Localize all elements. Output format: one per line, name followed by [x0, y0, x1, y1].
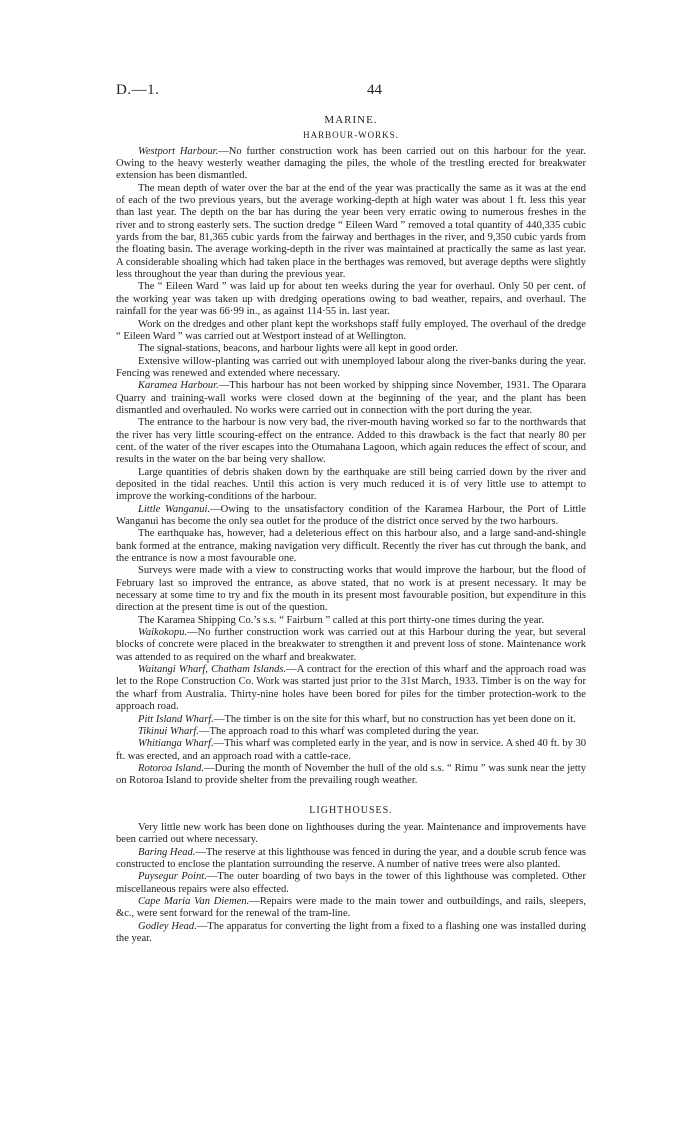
paragraph-text: Work on the dredges and other plant kept the workshops staff fully employed. The overhaul of the dredge “ Eileen Ward ” was carried out at Westport instead of at Wellington. [116, 318, 586, 342]
harbour-works-paragraph [116, 467, 586, 504]
paragraph-heading: Godley Head. [138, 920, 197, 932]
harbour-works-paragraph [116, 343, 586, 355]
paragraph-text: —The apparatus for converting the light from a fixed to a flashing one was installed during the year. [116, 920, 586, 944]
paragraph-text: —The approach road to this wharf was completed during the year. [198, 725, 479, 737]
paragraph-heading: Pitt Island Wharf. [138, 713, 214, 725]
lighthouses-body [116, 822, 586, 945]
paragraph-text: —Owing to the unsatisfactory condition of the Karamea Harbour, the Port of Little Wanganui has become the only sea outlet for the produce of the district once served by the two harbours. [116, 503, 586, 527]
lighthouses-paragraph [116, 896, 586, 921]
harbour-works-paragraph [116, 763, 586, 788]
lighthouses-title: LIGHTHOUSES. [309, 804, 393, 816]
paragraph-text: Very little new work has been done on lighthouses during the year. Maintenance and improvements have been carried out where necessary. [116, 821, 586, 846]
paragraph-text: The signal-stations, beacons, and harbour lights were all kept in good order. [138, 343, 458, 355]
harbour-works-paragraph [116, 504, 586, 529]
paragraph-heading: Cape Maria Van Diemen. [138, 895, 250, 907]
paragraph-text: The mean depth of water over the bar at the end of the year was practically the same as it was at the end of each of the two previous years, but the average working-depth at high water was about 1 ft. less this year than last year. The depth on the bar has during the year been very erratic owing to numerous freshes in the river and to strong easterly sets. The suction dredge “ Eileen Ward ” removed a total quantity of 440,335 cubic yards from the bar, 81,365 cubic yards from the fairway and berthages in the river, and 9,350 cubic yards from the floating basin. The average working-depth in the river was maintained at practically the same as last year. A considerable shoaling which had taken place in the berthages was removed, but average depths were slightly less throughout the year than during the previous year. [116, 182, 586, 281]
text-column [116, 114, 586, 945]
paragraph-text: —This wharf was completed early in the year, and is now in service. A shed 40 ft. by 30 ft. was erected, and an approach road with a cattle-race. [116, 738, 586, 762]
paragraph-text: The entrance to the harbour is now very bad, the river-mouth having worked so far to the northwards that the river has very little scouring-effect on the entrance. Added to this drawback is the fact that nearly 80 per cent. of the water of the river escapes into the Otumahana Lagoon, which again reduces the effect of scour, and results in the water on the bar being very shallow. [116, 417, 586, 466]
harbour-works-paragraph [116, 714, 586, 726]
harbour-works-paragraph [116, 183, 586, 282]
paragraph-heading: Westport Harbour. [138, 145, 219, 157]
paragraph-heading: Little Wanganui. [138, 503, 211, 515]
paragraph-heading: Karamea Harbour. [138, 380, 219, 392]
paragraph-text: The “ Eileen Ward ” was laid up for about ten weeks during the year for overhaul. Only 50 per cent. of the working year was taken up with dredging operations owing to bad weather, repairs, and overhaul. The rainfall for the year was 66·99 in., as against 114·55 in. last year. [116, 281, 586, 318]
harbour-works-paragraph [116, 380, 586, 417]
paragraph-text: —This harbour has not been worked by shipping since November, 1931. The Oparara Quarry and training-wall works were closed down at the beginning of the year, and the plant has been dismantled and overhauled. No works were carried out in connection with the port during the year. [116, 380, 587, 416]
harbour-works-paragraph [116, 417, 586, 466]
harbour-works-paragraph [116, 664, 586, 713]
harbour-works-paragraph [116, 726, 586, 738]
lighthouses-paragraph [116, 871, 586, 896]
paragraph-text: Extensive willow-planting was carried out with unemployed labour along the river-banks during the year. Fencing was renewed and extended where necessary. [116, 355, 586, 379]
section-title: MARINE. [324, 114, 378, 126]
harbour-works-title: HARBOUR-WORKS. [303, 130, 399, 141]
lighthouses-paragraph [116, 822, 586, 847]
harbour-works-paragraph [116, 319, 586, 344]
harbour-works-paragraph [116, 738, 586, 763]
harbour-works-paragraph [116, 528, 586, 565]
harbour-works-paragraph [116, 615, 586, 627]
harbour-works-paragraph [116, 146, 586, 183]
paragraph-text: —No further construction work has been carried out on this harbour for the year. Owing to the heavy westerly weather damaging the piles, the whole of the trestling erected for breakwater extension has been dismantled. [116, 145, 586, 182]
paragraph-text: —The reserve at this lighthouse was fenced in during the year, and a double scrub fence was constructed to enclose the plantation surrounding the reserve. A number of native trees were also planted. [116, 846, 586, 870]
paragraph-heading: Whitianga Wharf. [138, 738, 214, 750]
paragraph-text: —No further construction work was carried out at this Harbour during the year, but several blocks of concrete were placed in the breakwater to strengthen it and prevent loss of stone. Maintenance work was attended to as required on the wharf and breakwater. [116, 627, 586, 663]
paragraph-text: —During the month of November the hull of the old s.s. “ Rimu ” was sunk near the jetty on Rotoroa Island to provide shelter from the prevailing rough weather. [116, 762, 586, 787]
document-reference: D.—1. [116, 82, 160, 98]
paragraph-heading: Waikokopu. [138, 627, 188, 639]
harbour-works-paragraph [116, 356, 586, 381]
harbour-works-paragraph [116, 565, 586, 614]
paragraph-heading: Tikinui Wharf. [138, 725, 199, 737]
paragraph-heading: Baring Head. [138, 846, 196, 858]
harbour-works-paragraph [116, 281, 586, 318]
harbour-works-paragraph [116, 627, 586, 664]
paragraph-text: —The outer boarding of two bays in the tower of this lighthouse was completed. Other miscellaneous repairs were also effected. [116, 871, 586, 895]
paragraph-heading: Puysegur Point. [138, 871, 207, 883]
paragraph-text: Surveys were made with a view to constructing works that would improve the harbour, but the flood of February last so improved the entrance, as above stated, that no work is at present necessary. It may be necessary at some time to try and fix the mouth in its present most favourable position, but expenditure in this direction at the present time is out of the question. [116, 565, 586, 614]
page-number: 44 [367, 82, 382, 98]
paragraph-text: —The timber is on the site for this wharf, but no construction has yet been done on it. [213, 713, 576, 725]
paragraph-heading: Rotoroa Island. [138, 762, 205, 774]
paragraph-text: Large quantities of debris shaken down by the earthquake are still being carried down by the river and deposited in the tidal reaches. Until this action is very much reduced it is of very little use to attempt to improve the working-conditions of the harbour. [116, 466, 586, 503]
lighthouses-paragraph [116, 847, 586, 872]
paragraph-text: The earthquake has, however, had a deleterious effect on this harbour also, and a large sand-and-shingle bank formed at the entrance, making navigation very difficult. Recently the river has cut through the bank, and the entrance is now a most favourable one. [116, 528, 586, 565]
lighthouses-paragraph [116, 921, 586, 946]
paragraph-text: —Repairs were made to the main tower and outbuildings, and rails, sleepers, &c., were sent forward for the renewal of the tram-line. [116, 895, 586, 920]
harbour-works-body [116, 146, 586, 788]
paragraph-text: The Karamea Shipping Co.’s s.s. “ Fairburn ” called at this port thirty-one times during the year. [138, 614, 544, 626]
paragraph-heading: Waitangi Wharf, Chatham Islands. [138, 664, 287, 676]
paragraph-text: —A contract for the erection of this wharf and the approach road was let to the Rope Construction Co. Work was started just prior to the 31st March, 1933. Timber is on the way for the wharf from Australia. Thirty-nine holes have been bored for piles for the timber protection-work to the approach road. [116, 664, 586, 713]
